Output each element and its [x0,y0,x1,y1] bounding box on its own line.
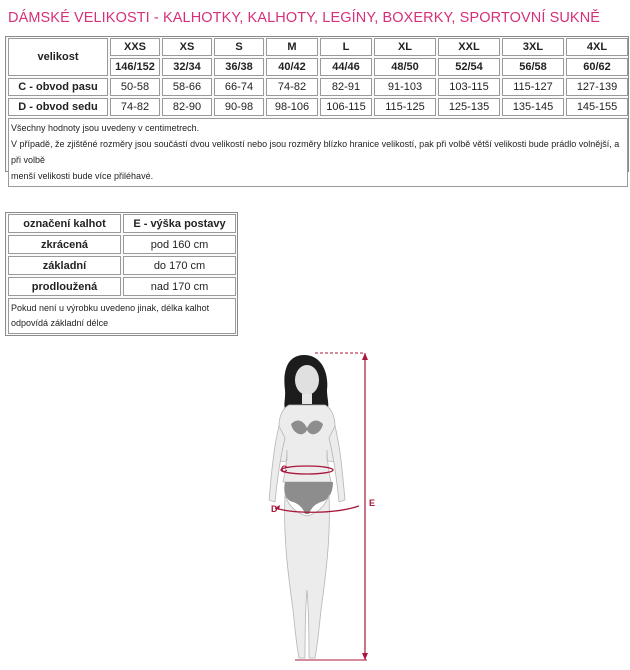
note-line: Pokud není u výrobku uvedeno jinak, délka kalhot [11,303,210,313]
label-c: C [281,464,288,474]
neck-shape [302,394,312,404]
eu-size: 44/46 [320,58,372,76]
size-label: M [266,38,318,56]
eu-size: 48/50 [374,58,436,76]
size-label: L [320,38,372,56]
table-cell: 115-127 [502,78,564,96]
size-label: XXS [110,38,160,56]
size-label: XL [374,38,436,56]
length-label: základní [8,256,121,275]
length-col-header: označení kalhot [8,214,121,233]
height-value: pod 160 cm [123,235,236,254]
length-label: zkrácená [8,235,121,254]
row-label-waist: C - obvod pasu [8,78,108,96]
height-arrow-bottom [362,653,368,660]
size-label: S [214,38,264,56]
height-arrow-top [362,353,368,360]
table-cell: 103-115 [438,78,500,96]
table-cell: 91-103 [374,78,436,96]
note-line: menší velikosti bude více přiléhavé. [11,171,154,181]
page-title: DÁMSKÉ VELIKOSTI - KALHOTKY, KALHOTY, LEGÍNY, BOXERKY, SPORTOVNÍ SUKNĚ [8,10,601,26]
table-cell: 115-125 [374,98,436,116]
eu-size: 32/34 [162,58,212,76]
table-cell: 125-135 [438,98,500,116]
eu-size: 60/62 [566,58,628,76]
legs-shape [285,495,330,658]
table-cell: 82-90 [162,98,212,116]
table-cell: 74-82 [266,78,318,96]
size-label: XS [162,38,212,56]
label-e: E [369,498,376,508]
height-col-header: E - výška postavy [123,214,236,233]
size-row-header: velikost [8,38,108,76]
table-cell: 82-91 [320,78,372,96]
length-label: prodloužená [8,277,121,296]
table-cell: 145-155 [566,98,628,116]
body-measurement-figure [255,350,385,665]
height-value: nad 170 cm [123,277,236,296]
length-notes [8,298,236,334]
size-notes [8,118,628,187]
note-line: odpovídá základní délce [11,318,109,328]
table-cell: 98-106 [266,98,318,116]
table-cell: 74-82 [110,98,160,116]
table-cell: 135-145 [502,98,564,116]
size-label: 3XL [502,38,564,56]
face-shape [295,365,319,395]
eu-size: 52/54 [438,58,500,76]
table-cell: 50-58 [110,78,160,96]
eu-size: 56/58 [502,58,564,76]
eu-size: 146/152 [110,58,160,76]
table-cell: 127-139 [566,78,628,96]
table-cell: 66-74 [214,78,264,96]
height-value: do 170 cm [123,256,236,275]
table-cell: 58-66 [162,78,212,96]
size-label: XXL [438,38,500,56]
eu-size: 40/42 [266,58,318,76]
label-d: D [271,504,278,514]
row-label-hips: D - obvod sedu [8,98,108,116]
note-line: Všechny hodnoty jsou uvedeny v centimetrech. [11,123,200,133]
length-table [6,212,238,336]
note-line: V případě, že zjištěné rozměry jsou součástí dvou velikostí nebo jsou rozměry blízko hranice velikostí, pak při volbě větší velikosti bude prádlo volnější, a při volbě [11,139,620,165]
eu-size: 36/38 [214,58,264,76]
size-table [6,36,630,189]
table-cell: 106-115 [320,98,372,116]
size-label: 4XL [566,38,628,56]
table-cell: 90-98 [214,98,264,116]
